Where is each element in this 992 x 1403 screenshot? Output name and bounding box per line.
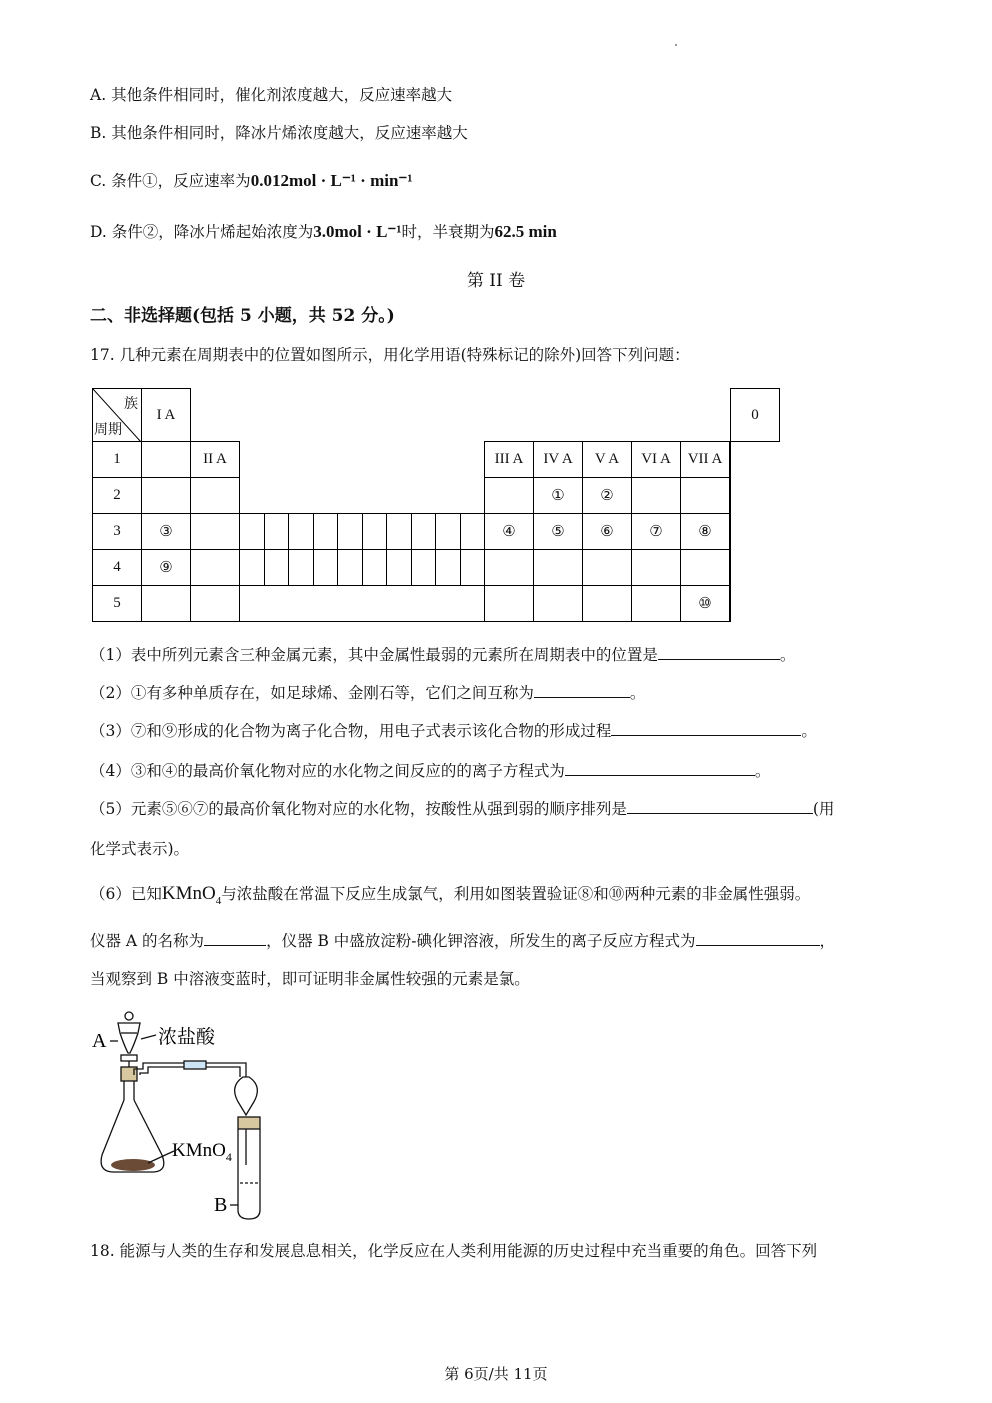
group-viia-header: VII A xyxy=(681,442,730,478)
q17-sub1 xyxy=(90,644,795,666)
cell xyxy=(191,586,240,622)
q17-sub6-line2b: ，仪器 B 中盛放淀粉-碘化钾溶液，所发生的离子反应方程式为 xyxy=(266,932,696,950)
cell xyxy=(730,514,731,550)
cell xyxy=(632,550,681,586)
cell xyxy=(681,550,730,586)
option-d-half-life: 62.5 min xyxy=(494,222,557,241)
corner-period-label: 周期 xyxy=(94,422,122,438)
q17-sub6-text2: 与浓盐酸在常温下反应生成氯气，利用如图装置验证⑧和⑩两种元素的非金属性强弱。 xyxy=(221,885,811,903)
cell xyxy=(534,586,583,622)
group-ia-header: I A xyxy=(142,389,191,442)
option-b xyxy=(90,122,468,144)
funnel-stopcock xyxy=(121,1055,137,1061)
cell xyxy=(583,586,632,622)
test-tube-stopper xyxy=(238,1117,260,1129)
element-mark-6: ⑥ xyxy=(583,514,632,550)
cell xyxy=(485,478,534,514)
periodic-table xyxy=(92,388,780,622)
q17-sub4 xyxy=(90,760,770,782)
q17-sub2 xyxy=(90,682,645,704)
option-d xyxy=(90,221,557,243)
test-tube xyxy=(238,1129,260,1219)
cell xyxy=(485,550,534,586)
rubber-connector xyxy=(184,1061,206,1069)
separatory-funnel xyxy=(118,1023,140,1053)
element-mark-8: ⑧ xyxy=(681,514,730,550)
cell xyxy=(681,478,730,514)
period-3-label: 3 xyxy=(93,514,142,550)
option-b-prefix: B. xyxy=(90,124,107,142)
element-mark-9: ⑨ xyxy=(142,550,191,586)
section-title: 二、非选择题(包括 5 小题，共 52 分。) xyxy=(90,306,395,326)
option-d-concentration: 3.0mol · L⁻¹ xyxy=(313,222,402,241)
label-a: A xyxy=(92,1030,107,1052)
cell xyxy=(142,442,191,478)
q17-sub4-end: 。 xyxy=(754,762,771,780)
element-mark-3: ③ xyxy=(142,514,191,550)
option-c-rate-value: 0.012mol · L⁻¹ · min⁻¹ xyxy=(250,171,413,190)
volume-title: 第 II 卷 xyxy=(466,271,526,291)
funnel-stopper xyxy=(125,1012,133,1020)
answer-blank[interactable] xyxy=(611,721,801,736)
answer-blank[interactable] xyxy=(696,931,820,946)
q17-sub6-line2a: 仪器 A 的名称为 xyxy=(90,932,205,950)
group-va-header: V A xyxy=(583,442,632,478)
kmno4-formula xyxy=(161,883,222,907)
cell xyxy=(730,550,731,586)
page-footer: 第 6页/共 11页 xyxy=(444,1365,548,1383)
label-kmno4-sub: 4 xyxy=(225,1150,232,1164)
option-d-text1: 条件②，降冰片烯起始浓度为 xyxy=(111,223,314,241)
cell xyxy=(632,478,681,514)
cell xyxy=(485,586,534,622)
element-mark-2: ② xyxy=(583,478,632,514)
q17-sub5-text: （5）元素⑤⑥⑦的最高价氧化物对应的水化物，按酸性从强到弱的顺序排列是 xyxy=(90,800,627,818)
option-c-prefix: C. xyxy=(90,172,107,190)
cell xyxy=(142,478,191,514)
label-conc-hcl: 浓盐酸 xyxy=(158,1026,216,1048)
cell xyxy=(142,586,191,622)
kmno4-formula-main: KMnO xyxy=(161,883,216,904)
apparatus-diagram xyxy=(88,1005,288,1227)
cell xyxy=(632,586,681,622)
q17-sub6-line2c: ， xyxy=(819,932,836,950)
period-5-label: 5 xyxy=(93,586,142,622)
scan-dot xyxy=(675,44,677,46)
answer-blank[interactable] xyxy=(534,683,630,698)
answer-blank[interactable] xyxy=(627,799,813,814)
group-0-header: 0 xyxy=(731,389,780,442)
q17-stem: 17. 几种元素在周期表中的位置如图所示，用化学用语(特殊标记的除外)回答下列问题： xyxy=(90,346,690,364)
cell xyxy=(583,550,632,586)
period-4-label: 4 xyxy=(93,550,142,586)
option-d-prefix: D. xyxy=(90,223,107,241)
q17-sub6 xyxy=(90,883,810,912)
period-2-label: 2 xyxy=(93,478,142,514)
label-b: B xyxy=(214,1194,228,1216)
q17-sub5-line2: 化学式表示)。 xyxy=(90,840,190,858)
q17-sub1-end: 。 xyxy=(779,646,796,664)
cell xyxy=(191,514,240,550)
group-via-header: VI A xyxy=(632,442,681,478)
q17-sub3-end: 。 xyxy=(801,722,817,740)
q17-sub1-text: （1）表中所列元素含三种金属元素，其中金属性最弱的元素所在周期表中的位置是 xyxy=(90,646,658,664)
corner-group-label: 族 xyxy=(124,396,138,412)
label-kmno4 xyxy=(172,1140,232,1164)
q17-sub2-end: 。 xyxy=(629,684,646,702)
q17-sub5-end: (用 xyxy=(812,800,835,818)
kmno4-formula-sub: 4 xyxy=(215,894,222,907)
option-c-text: 条件①，反应速率为 xyxy=(111,172,251,190)
element-mark-10: ⑩ xyxy=(681,586,730,622)
q17-sub3-text: （3）⑦和⑨形成的化合物为离子化合物，用电子式表示该化合物的形成过程 xyxy=(90,722,612,740)
option-a-prefix: A. xyxy=(90,86,107,104)
cell xyxy=(191,550,240,586)
label-kmno4-main: KMnO xyxy=(172,1140,226,1161)
transition-cells-p3 xyxy=(240,514,485,550)
transition-cells-p4 xyxy=(240,550,485,586)
q17-sub2-text: （2）①有多种单质存在，如足球烯、金刚石等，它们之间互称为 xyxy=(90,684,534,702)
q17-sub6-line2 xyxy=(90,930,835,952)
group-iia-header: II A xyxy=(191,442,240,478)
kmno4-solid xyxy=(111,1159,155,1171)
option-b-text: 其他条件相同时，降冰片烯浓度越大，反应速率越大 xyxy=(111,124,468,142)
group-iva-header: IV A xyxy=(534,442,583,478)
option-d-text2: 时，半衰期为 xyxy=(401,223,495,241)
element-mark-7: ⑦ xyxy=(632,514,681,550)
table-corner xyxy=(93,389,142,442)
cell xyxy=(534,550,583,586)
cell xyxy=(730,586,731,622)
period-1-label: 1 xyxy=(93,442,142,478)
option-a xyxy=(90,84,452,106)
bulb-funnel xyxy=(235,1077,258,1115)
cell xyxy=(730,442,731,478)
element-mark-4: ④ xyxy=(485,514,534,550)
group-iiia-header: III A xyxy=(485,442,534,478)
option-a-text: 其他条件相同时，催化剂浓度越大，反应速率越大 xyxy=(111,86,453,104)
transition-cells-p5 xyxy=(240,586,485,622)
element-mark-5: ⑤ xyxy=(534,514,583,550)
q17-sub6-line3: 当观察到 B 中溶液变蓝时，即可证明非金属性较强的元素是氯。 xyxy=(90,970,530,988)
q17-sub4-text: （4）③和④的最高价氧化物对应的水化物之间反应的的离子方程式为 xyxy=(90,762,565,780)
cell xyxy=(730,478,731,514)
cell xyxy=(191,478,240,514)
option-c xyxy=(90,170,412,192)
answer-blank[interactable] xyxy=(658,645,780,660)
q17-sub5 xyxy=(90,798,834,820)
answer-blank[interactable] xyxy=(565,761,755,776)
q17-sub3 xyxy=(90,720,817,742)
q18-stem: 18. 能源与人类的生存和发展息息相关，化学反应在人类利用能源的历史过程中充当重要的角色。回答下列 xyxy=(90,1242,818,1260)
element-mark-1: ① xyxy=(534,478,583,514)
q17-sub6-text1: （6）已知 xyxy=(90,885,162,903)
answer-blank[interactable] xyxy=(204,931,266,946)
